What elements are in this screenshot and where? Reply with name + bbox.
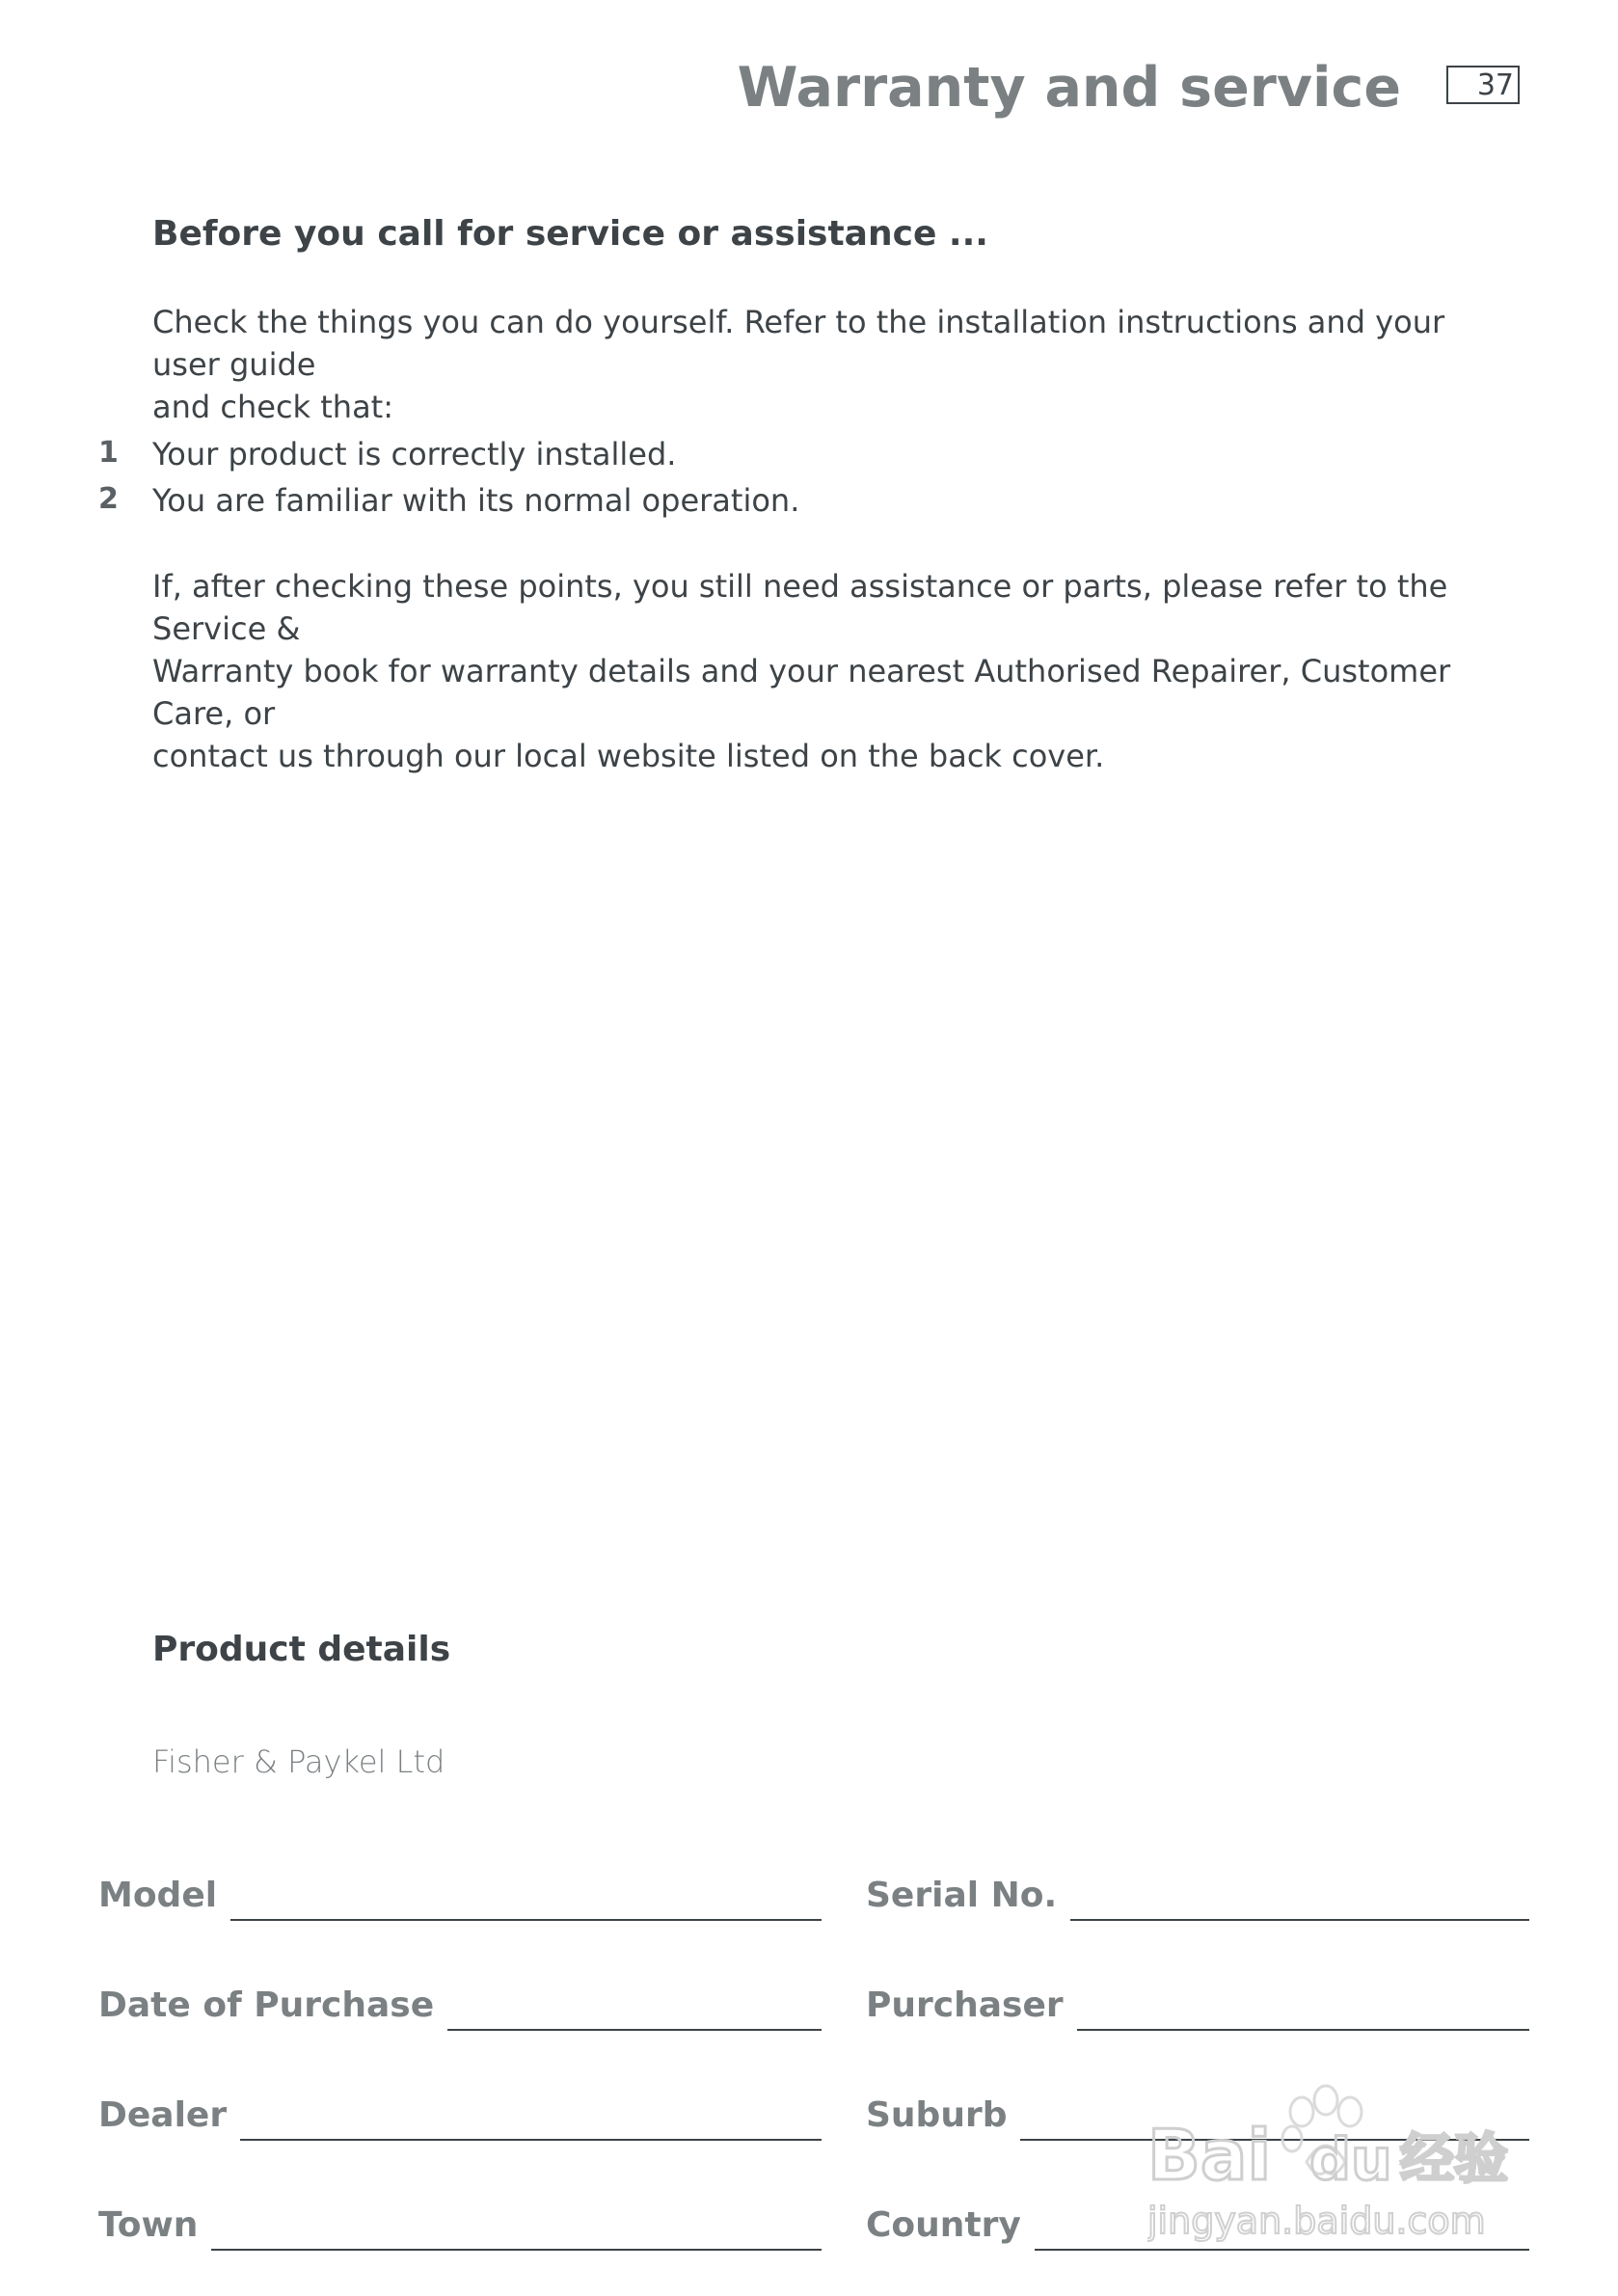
service-intro (152, 301, 1522, 428)
town-field[interactable] (98, 2197, 822, 2245)
town-label: Town (98, 2205, 199, 2245)
service-intro-line: Check the things you can do yourself. Refer to the installation instructions and your user guide (152, 304, 1445, 383)
service-heading: Before you call for service or assistance ... (152, 214, 988, 254)
dealer-field[interactable] (98, 2087, 822, 2135)
purchaser-line[interactable] (1077, 1994, 1529, 2031)
svg-text:du: du (1309, 2126, 1392, 2194)
page-number: 37 (1446, 66, 1520, 104)
model-label: Model (98, 1876, 218, 1915)
date-of-purchase-line[interactable] (447, 1994, 822, 2031)
service-followup (152, 565, 1522, 777)
serial-label: Serial No. (866, 1876, 1058, 1915)
country-label: Country (866, 2205, 1021, 2245)
checklist-text: Your product is correctly installed. (152, 436, 677, 473)
service-intro-line: and check that: (152, 389, 393, 425)
page-title: Warranty and service (737, 56, 1401, 120)
suburb-label: Suburb (866, 2095, 1008, 2135)
svg-text:jingyan.baidu.com: jingyan.baidu.com (1147, 2200, 1486, 2242)
svg-text:Bai: Bai (1147, 2115, 1272, 2196)
dealer-line[interactable] (240, 2104, 822, 2141)
service-followup-line: If, after checking these points, you still need assistance or parts, please refer to the Service & (152, 568, 1448, 647)
purchaser-label: Purchaser (866, 1985, 1064, 2025)
checklist-text: You are familiar with its normal operation. (152, 482, 800, 519)
checklist-number: 2 (98, 482, 119, 516)
baidu-watermark-logo (1147, 2054, 1533, 2247)
company-name: Fisher & Paykel Ltd (152, 1743, 445, 1780)
purchaser-field[interactable] (866, 1977, 1529, 2025)
svg-text:经验: 经验 (1400, 2128, 1508, 2191)
service-followup-line: contact us through our local website listed on the back cover. (152, 738, 1105, 774)
service-followup-line: Warranty book for warranty details and your nearest Authorised Repairer, Customer Care, or (152, 653, 1451, 732)
serial-field[interactable] (866, 1867, 1529, 1915)
town-line[interactable] (211, 2214, 822, 2251)
date-of-purchase-label: Date of Purchase (98, 1985, 435, 2025)
model-field[interactable] (98, 1867, 822, 1915)
date-of-purchase-field[interactable] (98, 1977, 822, 2025)
product-details-heading: Product details (152, 1630, 451, 1669)
checklist-number: 1 (98, 436, 119, 470)
dealer-label: Dealer (98, 2095, 228, 2135)
serial-line[interactable] (1070, 1884, 1529, 1921)
model-line[interactable] (230, 1884, 822, 1921)
